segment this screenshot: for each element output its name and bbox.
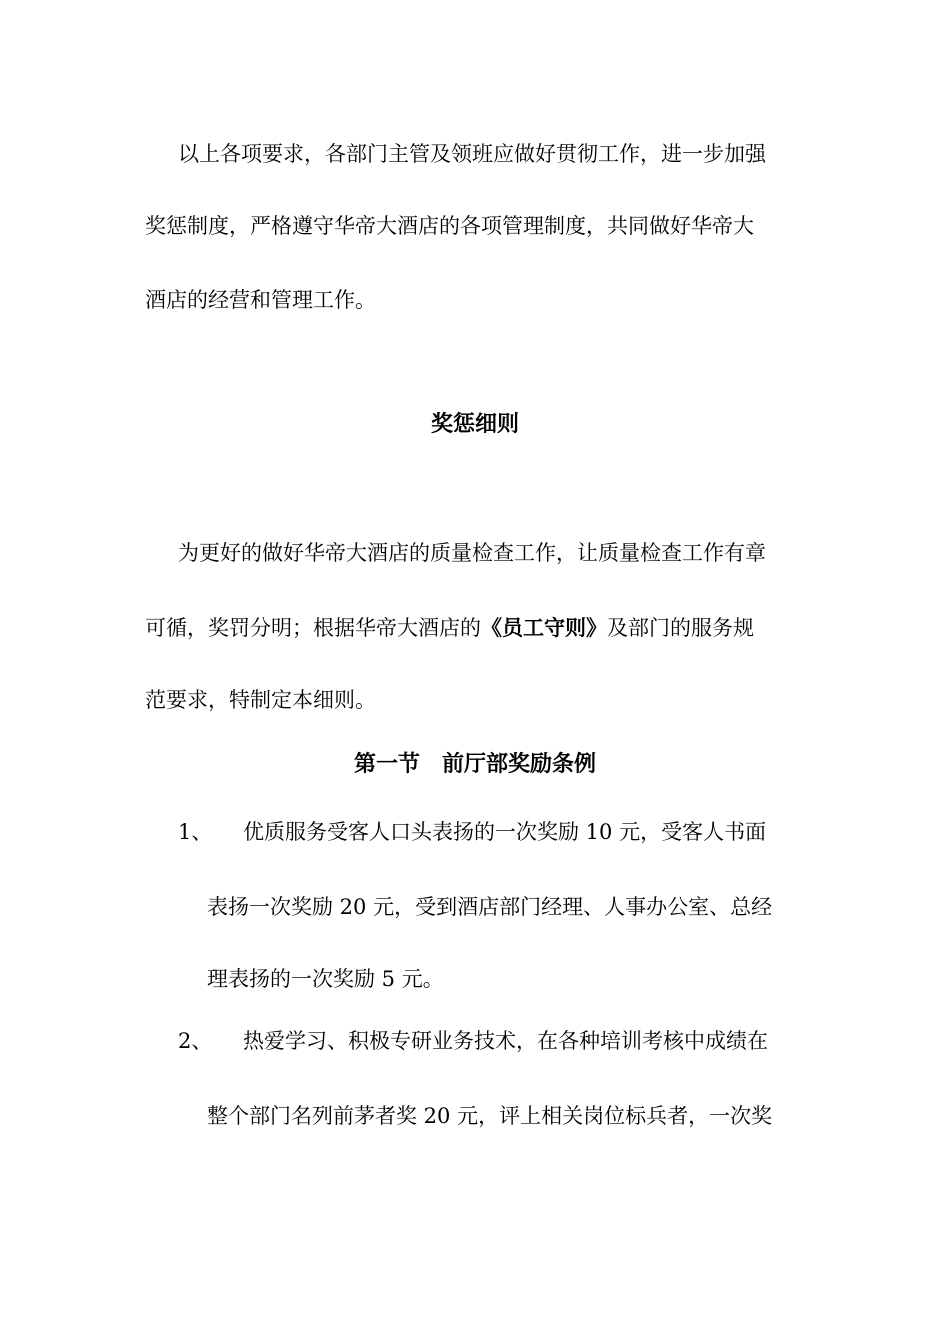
item-2-line-2: 整个部门名列前茅者奖 20 元，评上相关岗位标兵者，一次奖 [207, 1104, 773, 1128]
intro-line-1: 以上各项要求，各部门主管及领班应做好贯彻工作，进一步加强 [178, 142, 766, 166]
item-1-line-2: 表扬一次奖励 20 元，受到酒店部门经理、人事办公室、总经 [207, 895, 773, 919]
preamble-line-2 [145, 614, 754, 642]
item-number: 1、 [178, 820, 213, 844]
intro-line-2: 奖惩制度，严格遵守华帝大酒店的各项管理制度，共同做好华帝大 [145, 214, 754, 238]
preamble-line-2-tail: 及部门的服务规 [607, 616, 754, 640]
section-title: 第一节 前厅部奖励条例 [353, 752, 596, 777]
main-title: 奖惩细则 [430, 412, 519, 437]
staff-handbook-reference: 《员工守则》 [481, 616, 607, 640]
item-1-line-3: 理表扬的一次奖励 5 元。 [207, 967, 444, 991]
item-2-line-1: 热爱学习、积极专研业务技术，在各种培训考核中成绩在 [243, 1029, 768, 1053]
item-number: 2、 [178, 1029, 213, 1053]
preamble-line-2-text: 可循，奖罚分明；根据华帝大酒店的 [145, 616, 481, 640]
preamble-line-1: 为更好的做好华帝大酒店的质量检查工作，让质量检查工作有章 [178, 541, 766, 565]
intro-line-3: 酒店的经营和管理工作。 [145, 288, 376, 312]
item-1-line-1: 优质服务受客人口头表扬的一次奖励 10 元，受客人书面 [243, 820, 767, 844]
preamble-line-3: 范要求，特制定本细则。 [145, 688, 376, 712]
